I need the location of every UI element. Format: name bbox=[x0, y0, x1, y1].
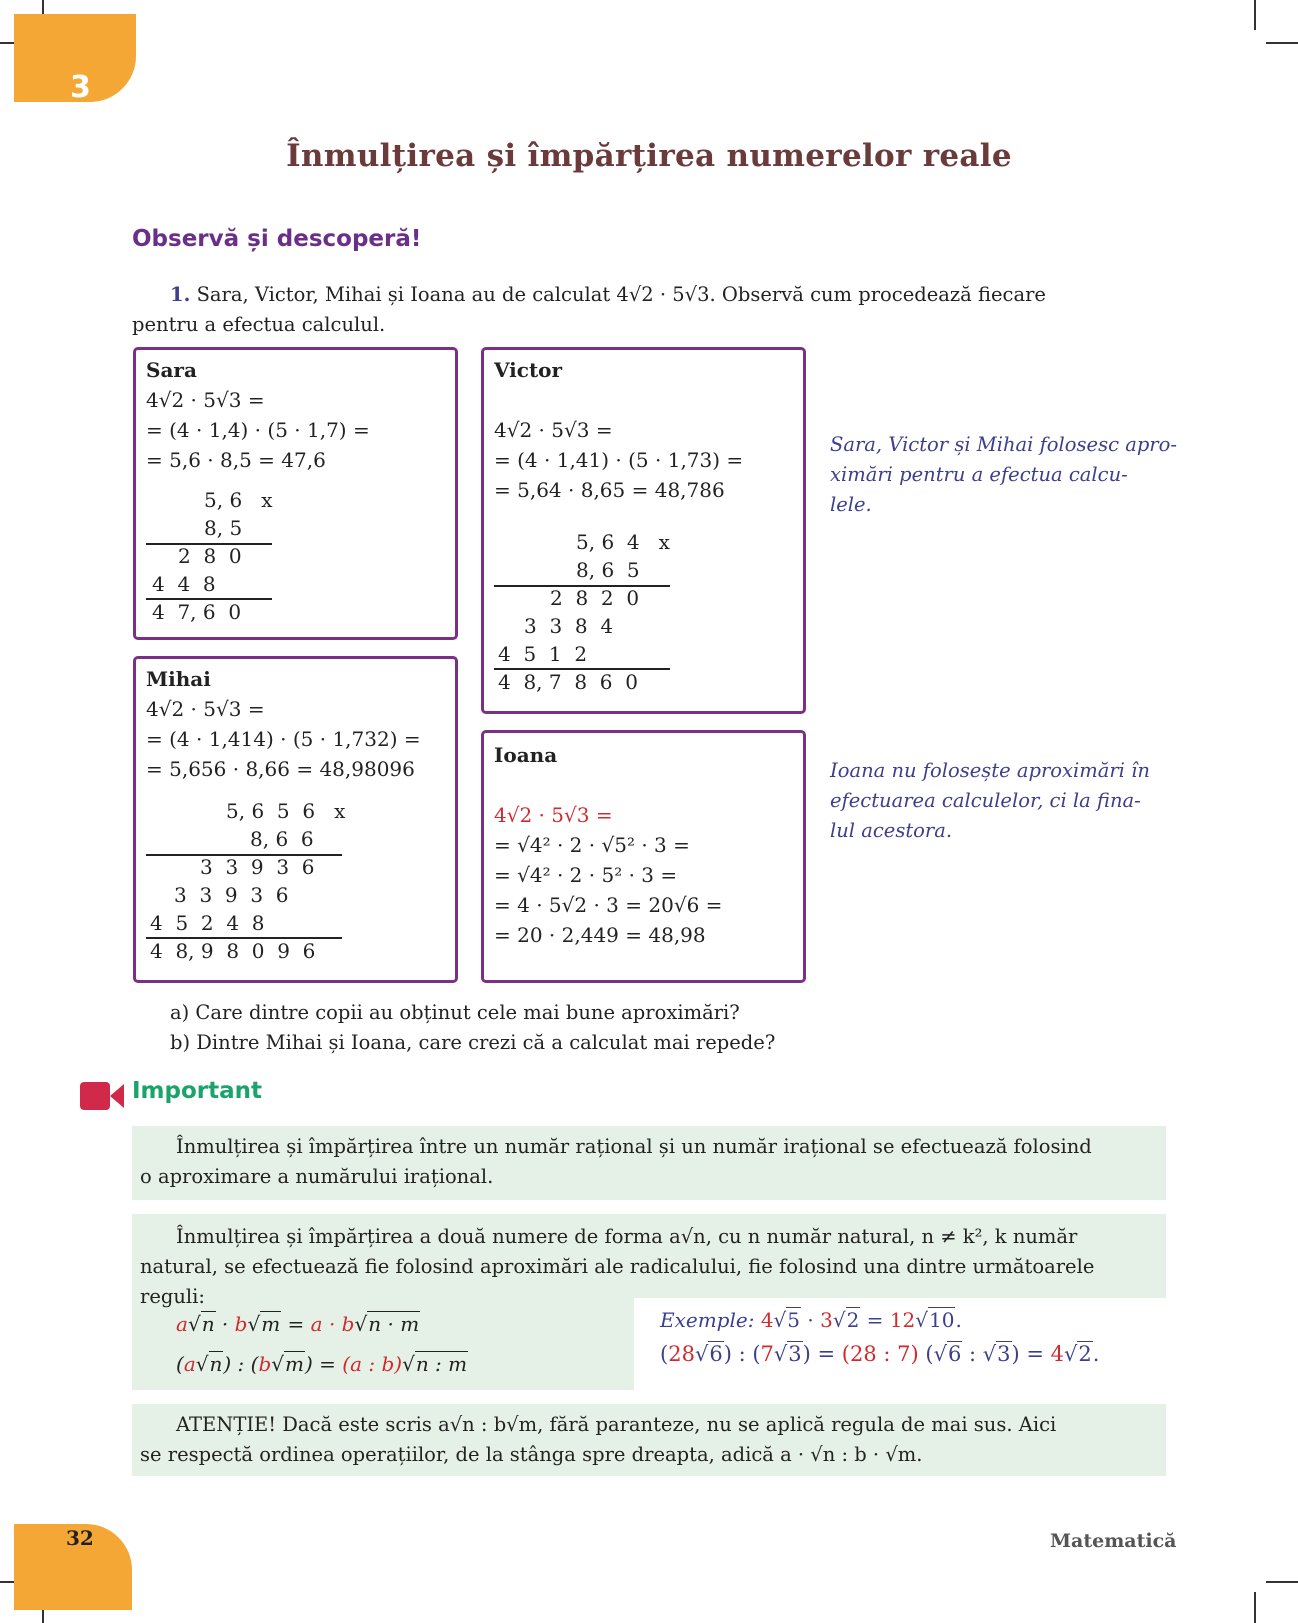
info-line: natural, se efectuează fie folosind aproximări ale radicalului, fie folosind una dintre următoarele bbox=[140, 1255, 1095, 1278]
page-number: 32 bbox=[66, 1526, 94, 1550]
note-line: efectuarea calculelor, ci la fina- bbox=[830, 789, 1141, 812]
box-name: Ioana bbox=[494, 743, 558, 767]
mult-row: 5, 6 x bbox=[204, 488, 273, 512]
mult-row: 4 8, 7 8 6 0 bbox=[498, 670, 638, 694]
calc-line: = 5,64 · 8,65 = 48,786 bbox=[494, 478, 725, 502]
calc-line: 4√2 · 5√3 = bbox=[146, 697, 265, 721]
info-line: Înmulțirea și împărțirea a două numere de forma a√n, cu n număr natural, n ≠ k², k număr bbox=[176, 1225, 1078, 1248]
mult-row: 8, 5 bbox=[204, 516, 243, 540]
box-ioana bbox=[481, 730, 806, 983]
mult-row: 3 3 9 3 6 bbox=[200, 855, 315, 879]
note-line: Sara, Victor și Mihai folosesc apro- bbox=[830, 433, 1177, 456]
mult-row: 3 3 9 3 6 bbox=[174, 883, 289, 907]
info-line: Înmulțirea și împărțirea între un număr rațional și un număr irațional se efectuează folosind bbox=[176, 1135, 1092, 1158]
calc-line: = 20 · 2,449 = 48,98 bbox=[494, 923, 706, 947]
info-block-3-text bbox=[140, 1410, 1164, 1470]
box-name: Mihai bbox=[146, 667, 211, 691]
mult-row: 4 4 8 bbox=[152, 572, 216, 596]
box-name: Sara bbox=[146, 358, 197, 382]
examples-label: Exemple: bbox=[660, 1308, 755, 1332]
note-approx bbox=[830, 430, 1200, 520]
box-mihai bbox=[133, 656, 458, 983]
exercise-line2: pentru a efectua calculul. bbox=[132, 313, 386, 336]
calc-line: = 5,656 · 8,66 = 48,98096 bbox=[146, 757, 415, 781]
box-name: Victor bbox=[494, 358, 563, 382]
mult-row: 2 8 2 0 bbox=[550, 586, 640, 610]
chapter-number: 3 bbox=[70, 70, 91, 105]
note-line: Ioana nu folosește aproximări în bbox=[830, 759, 1150, 782]
calc-line: = (4 · 1,4) · (5 · 1,7) = bbox=[146, 418, 370, 442]
note-line: lul acestora. bbox=[830, 819, 953, 842]
video-camera-icon bbox=[80, 1080, 124, 1112]
calc-line: 4√2 · 5√3 = bbox=[494, 418, 613, 442]
info-line: ATENȚIE! Dacă este scris a√n : b√m, fără paranteze, nu se aplică regula de mai sus. Aici bbox=[176, 1413, 1057, 1436]
section-heading-observe: Observă și descoperă! bbox=[132, 226, 422, 252]
mult-row: 2 8 0 bbox=[178, 544, 242, 568]
page-title: Înmulțirea și împărțirea numerelor reale bbox=[286, 138, 1012, 174]
mult-row: 4 5 1 2 bbox=[498, 642, 588, 666]
box-sara bbox=[133, 347, 458, 640]
mult-row: 4 8, 9 8 0 9 6 bbox=[150, 939, 316, 963]
calc-line: = √4² · 2 · √5² · 3 = bbox=[494, 833, 690, 857]
box-victor bbox=[481, 347, 806, 714]
note-ioana bbox=[830, 756, 1200, 846]
examples-line-1: Exemple: 4√5 · 3√2 = 12√10. bbox=[660, 1308, 962, 1332]
mult-row: 8, 6 5 bbox=[576, 558, 640, 582]
rule-multiplication: a√n · b√m = a · b√n · m bbox=[176, 1312, 420, 1336]
info-block-1-text bbox=[140, 1132, 1164, 1192]
mult-row: 8, 6 6 bbox=[250, 827, 314, 851]
exercise-text bbox=[132, 280, 1172, 340]
rule-division: (a√n) : (b√m) = (a : b)√n : m bbox=[176, 1352, 468, 1376]
calc-line: = √4² · 2 · 5² · 3 = bbox=[494, 863, 678, 887]
calc-line: = 4 · 5√2 · 3 = 20√6 = bbox=[494, 893, 723, 917]
info-block-2-text bbox=[140, 1222, 1164, 1312]
mult-row: 4 5 2 4 8 bbox=[150, 911, 265, 935]
calc-line: = (4 · 1,41) · (5 · 1,73) = bbox=[494, 448, 744, 472]
important-heading: Important bbox=[132, 1078, 263, 1104]
crop-mark bbox=[1266, 42, 1298, 44]
note-line: ximări pentru a efectua calcu- bbox=[830, 463, 1128, 486]
mult-row: 4 7, 6 0 bbox=[152, 600, 242, 624]
mult-row: 3 3 8 4 bbox=[524, 614, 614, 638]
question-b: b) Dintre Mihai și Ioana, care crezi că a calculat mai repede? bbox=[170, 1031, 776, 1054]
question-a: a) Care dintre copii au obținut cele mai bune aproximări? bbox=[170, 1001, 740, 1024]
info-line: reguli: bbox=[140, 1285, 205, 1308]
mult-row: 5, 6 4 x bbox=[576, 530, 670, 554]
crop-mark bbox=[1266, 1581, 1298, 1583]
calc-line: = (4 · 1,414) · (5 · 1,732) = bbox=[146, 727, 421, 751]
exercise-number: 1. bbox=[170, 283, 191, 306]
crop-mark bbox=[1254, 0, 1256, 30]
info-line: o aproximare a numărului irațional. bbox=[140, 1165, 494, 1188]
mult-row: 5, 6 5 6 x bbox=[226, 799, 346, 823]
calc-line: = 5,6 · 8,5 = 47,6 bbox=[146, 448, 326, 472]
info-line: se respectă ordinea operațiilor, de la stânga spre dreapta, adică a · √n : b · √m. bbox=[140, 1443, 923, 1466]
examples-line-2: (28√6) : (7√3) = (28 : 7) (√6 : √3) = 4√2. bbox=[660, 1342, 1100, 1366]
calc-line: 4√2 · 5√3 = bbox=[494, 803, 613, 827]
exercise-line1: Sara, Victor, Mihai și Ioana au de calculat 4√2 · 5√3. Observă cum procedează fiecare bbox=[196, 283, 1046, 306]
calc-line: 4√2 · 5√3 = bbox=[146, 388, 265, 412]
footer-subject: Matematică bbox=[1050, 1530, 1177, 1552]
crop-mark bbox=[1254, 1592, 1256, 1623]
note-line: lele. bbox=[830, 493, 872, 516]
